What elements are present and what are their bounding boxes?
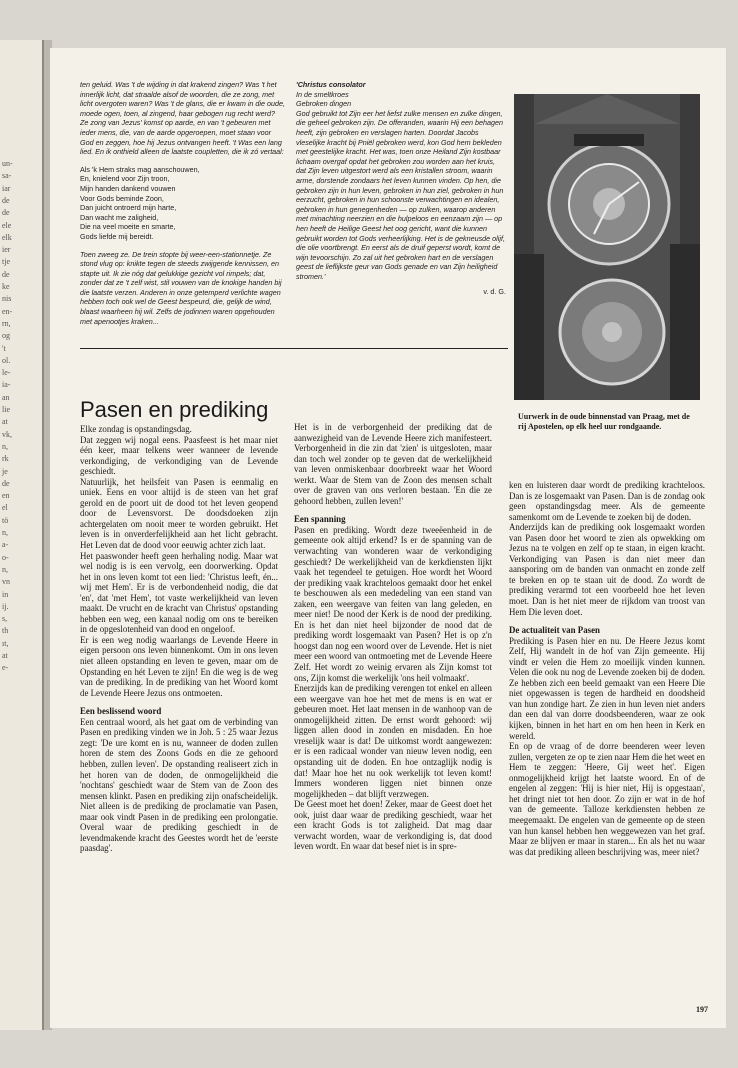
article-paragraph: Elke zondag is opstandingsdag. xyxy=(80,424,192,434)
margin-fragment: ia- xyxy=(2,380,11,390)
article-column-2 xyxy=(294,422,492,852)
poem-line: Dan wacht me zaligheid, xyxy=(80,212,159,222)
margin-fragment: je xyxy=(2,466,8,476)
top-middle-column xyxy=(296,80,506,297)
section-heading: Een spanning xyxy=(294,514,346,525)
top-left-column xyxy=(80,80,285,334)
poem-line: Die na veel moeite en smarte, xyxy=(80,222,176,232)
margin-fragment: tje xyxy=(2,257,10,267)
margin-fragment: ier xyxy=(2,245,11,255)
margin-fragment: de xyxy=(2,478,10,488)
poem-line: Mijn handen dankend vouwen xyxy=(80,183,176,193)
margin-fragment: vk, xyxy=(2,429,12,439)
margin-fragment: rn, xyxy=(2,318,11,328)
article-column-1 xyxy=(80,424,278,854)
article-paragraph: Natuurlijk, het heilsfeit van Pasen is eenmalig en uniek. Eens en voor altijd is de steen van het graf gerold en de poort uit de dood tot het leven geopend door de Levensvorst. De doodsdoeken zijn achtergelaten om nooit meer te worden gebruikt. Het leven is in onverderfelijkheid aan het licht gebracht. Het Leven dat de dood voor eeuwig achter zich laat. xyxy=(80,476,278,551)
margin-fragment: n, xyxy=(2,441,8,451)
section-heading: De actualiteit van Pasen xyxy=(509,625,600,636)
margin-fragment: rk xyxy=(2,454,9,464)
margin-fragment: an xyxy=(2,392,10,402)
margin-fragment: elk xyxy=(2,232,12,242)
article-paragraph: Prediking is Pasen hier en nu. De Heere Jezus komt Zelf, Hij wandelt in de hof van Zijn gemeente. Hij vindt er velen die Hem zo moeilijk vinden kunnen. Velen die ook nu nog de Levende zoeken bij de doden. Ze hebben zich een beeld gemaakt van een Heere Die niet opgewassen is tegen de hardheid en doodsheid van hun zondige hart. Ze zien in hun leven niet anders dan een dal van dorre doodsbeenderen, waar ze ook kijken, binnen in het hart en om hen heen in Kerk en wereld. xyxy=(509,635,705,741)
poem-line: Dan juicht ontroerd mijn harte, xyxy=(80,203,177,213)
article-paragraph: Er is een weg nodig waarlangs de Levende Heere in eigen persoon ons leven binnenkomt. Om in ons leven niet alleen opstanding en leven te geven, maar om de Opstanding en hét Leven te zijn! En die weg is de weg van de prediking. In de prediking van het Woord komt de Levende Heere Jezus ons ontmoeten. xyxy=(80,634,278,698)
margin-fragment: en xyxy=(2,491,10,501)
margin-fragment: n, xyxy=(2,564,8,574)
magazine-page xyxy=(50,48,726,1028)
margin-fragment: de xyxy=(2,195,10,205)
signature: v. d. G. xyxy=(483,287,506,297)
poem-line: Voor Gods beminde Zoon, xyxy=(80,193,164,203)
poem xyxy=(80,165,285,242)
article-paragraph: Anderzijds kan de prediking ook losgemaakt worden van Pasen door het woord te zien als opwekking om Jezus na te volgen en zelf op te staan, in eigen kracht. Verkondiging van Pasen is dan niet meer dan aansporing om de banden van onmacht en zonde zelf te breken en op te staan uit de dood. Zo wordt de prediking verarmd tot een voorbeeld hoe het leven moet. Dan is het niet meer de rijkdom van troost van Hem Die leven doet. xyxy=(509,522,705,617)
margin-fragment: th xyxy=(2,626,9,636)
margin-fragment: iar xyxy=(2,183,11,193)
article-paragraph: Het is in de verborgenheid der prediking dat de aanwezigheid van de Levende Heere zich manifesteert. Verborgenheid in die zin dat 'zien' is uitgesloten, maar dan toch wel zonder op te geven dat de werkelijkheid van leven onmiskenbaar doorbreekt waar het Woord werkt. Waar de Stem van de Zoon des mensen schalt over de graven van ons verloren bestaan. 'En die ze gehoord hebben, zullen leven!' xyxy=(294,422,492,506)
margin-fragment: o- xyxy=(2,552,9,562)
margin-fragment: de xyxy=(2,269,10,279)
margin-fragment: ol. xyxy=(2,355,11,365)
margin-fragment: 't xyxy=(2,343,6,353)
margin-fragment: ke xyxy=(2,282,10,291)
prague-clock-photo xyxy=(514,94,700,400)
margin-fragment: at xyxy=(2,651,8,660)
poem-line: Als 'k Hem straks mag aanschouwen, xyxy=(80,164,200,174)
margin-fragment: en- xyxy=(2,306,13,316)
divider-rule xyxy=(80,348,508,349)
article-paragraph: Enerzijds kan de prediking verengen tot enkel en alleen een weergave van hoe het met de mens is en wat er gebeuren moet. Het laat mensen in de wanhoop van de onmogelijkheid zitten. De ernst wordt gehoord: wij liggen allen dood in zonden en misdaden. En hoe vreselijk waar is dat! De uitkomst wordt aangewezen: er is een radicaal wonder van nieuw leven nodig, een opstanding uit de doden. En hoe ontzaglijk nodig is dat! Maar hoe het nu ook werkelijk tot leven komt! Immers wonderen liggen niet binnen onze mogelijkheden – dat blijft verzwegen. xyxy=(294,683,492,799)
margin-fragment: ele xyxy=(2,220,12,230)
page-number: 197 xyxy=(696,1005,708,1014)
article-headline: Pasen en prediking xyxy=(80,397,269,422)
article-column-3 xyxy=(509,480,705,857)
margin-fragment: at xyxy=(2,417,8,427)
margin-fragment: sa- xyxy=(2,171,12,181)
article-paragraph: De Geest moet het doen! Zeker, maar de Geest doet het ook, juist daar waar de prediking geschiedt, waar het een kracht Gods is tot zaligheid. Dat mag daar verwacht worden, waar de verkondiging is, dat dood leven wordt. En waar dat besef niet is in spre- xyxy=(294,799,492,852)
margin-fragment: ij. xyxy=(2,601,9,611)
article-paragraph: Dat zeggen wij nogal eens. Paasfeest is het maar niet één keer, maar telkens weer wanneer de levende verkondiging, de verkondiging van de Levende geschiedt. xyxy=(80,434,278,477)
story-paragraph-1: ten geluid. Was 't de wijding in dat krakend zingen? Was 't het innerlijk licht, dat straalde alsof de woorden, die ze zong, met licht overgoten waren? Was 't de glans, die er kwam in die oude, moede ogen, toen, al zingend, haar gebogen rug recht werd? Ze zong van Jezus' komst op aarde, en van 't gebeuren met ieder mens, die, van de aarde opgeroepen, moet staan voor God en zeggen, hoe hij Jezus ontvangen heeft. 't Was een lang lied. En ik onthield alleen de laatste coupletten, die ik zó vertaal: xyxy=(80,80,285,157)
margin-fragment: n, xyxy=(2,528,8,537)
article-paragraph: ken en luisteren daar wordt de prediking krachteloos. Dan is ze losgemaakt van Pasen. Dan is de zondag ook geen opstandingsdag meer. Als de gemeente samenkomt om de Levende te zoeken bij de doden. xyxy=(509,480,705,522)
quote-subtitle-2: Gebroken dingen xyxy=(296,99,352,109)
margin-fragment: un- xyxy=(2,159,13,168)
article-paragraph: En op de vraag of de dorre beenderen weer leven zullen, vergeten ze op te zien naar Hem die het weet en Hem te zeggen: 'Heere, Gij weet het'. Eigen onmogelijkheid krijgt het laatste woord. En of de engelen al zeggen: 'Hij is hier niet, Hij is opgestaan', het dringt niet tot hen door. Zo zijn er wat in de hof van de gemeente. Talloze kerkdiensten hebben ze meegemaakt. De engelen van de gemeente op de steen van hun kansel hebben hen weggewezen van het graf. Maar ze blijven er maar in staren... En als het nu waar was dat prediking alleen beschrijving was, meer niet? xyxy=(509,741,705,857)
photo-caption: Uurwerk in de oude binnenstad van Praag, met de rij Apostelen, op elk heel uur rondgaande. xyxy=(518,412,690,432)
article-paragraph: Pasen en prediking. Wordt deze tweeëenheid in de gemeente ook altijd erkend? Is er de spanning van de verwachting van wonderen waar de verkondiging geschiedt? De werkelijkheid van de kerkdiensten lijkt vaak het tegendeel te getuigen. Hoe wordt het Woord der prediking vaak krachteloos gemaakt door het enkel te beschouwen als een mededeling van een stand van zaken, een weergave van feiten van lang geleden, en meer niet! De nood der Kerk is de nood der prediking. En is het dan niet heel bijzonder de nood dat de prediking wordt losgemaakt van Pasen? Het is op z'n hoogst dan nog een woord over de Levende. Het is niet meer een woord van ontmoeting met de Levende Heere Zelf. Het wordt zo weinig ervaren als Zijn komst tot ons, Zijn komst die werkelijk 'ons heil volmaakt'. xyxy=(294,524,492,683)
margin-fragment: s, xyxy=(2,614,8,624)
margin-fragment: nis xyxy=(2,294,12,304)
section-heading: Een beslissend woord xyxy=(80,706,162,717)
previous-page-edge xyxy=(0,40,44,1030)
margin-fragment: ıt, xyxy=(2,638,9,648)
story-paragraph-2: Toen zweeg ze. De trein stopte bij weer-een-stationnetje. Ze stond vlug op: knikte tegen de steeds zwijgende kennissen, en stapte uit. Ik zie nóg dat gelukkige gezicht vol rimpels; dat, zonder dat ze 't zelf wist, stil vouwen van de knokige handen bij die laatste verzen. Anderen in onze getemperd verlichte wagen hebben toch ook wel de Geest bespeurd, die, gelijk de wind, blaast waarheen hij wil. Zelfs de jodinnen waren opgehouden met apenootjes kraken... xyxy=(80,249,282,326)
article-paragraph: Het paaswonder heeft geen herhaling nodig. Maar wat wel nodig is is een vervolg, een doorwerking. Opdat het in ons leven komt tot een lied: 'Christus leeft, én... wij met Hem'. Er is de verbondenheid nodig, die dat 'en', dat 'met Hem', tot vaste werkelijkheid van leven maakt. De vrucht en de kracht van Christus' opstanding hebben een weg, een kanaal nodig om ons te bereiken in de opgeslotenheid van dood en ongeloof. xyxy=(80,550,278,635)
margin-fragment: e- xyxy=(2,663,9,673)
margin-fragment: a- xyxy=(2,540,9,550)
poem-line: Gods liefde mij bereidt. xyxy=(80,231,154,241)
margin-fragment: el xyxy=(2,503,8,513)
margin-fragment: vn xyxy=(2,577,10,587)
margin-fragment: og xyxy=(2,331,10,341)
margin-fragment: lie xyxy=(2,405,10,414)
article-paragraph: Een centraal woord, als het gaat om de verbinding van Pasen en prediking vinden we in Joh. 5 : 25 waar Jezus zegt: 'De ure komt en is nu, wanneer de doden zullen horen de stem des Zoons Gods en die ze gehoord hebben, zullen leven'. De opstanding realiseert zich in het horen van de doden, de onmogelijkheid die 'nochtans' geschiedt waar de Stem van de Zoon des mensen klinkt. Pasen en prediking zijn onafscheidelijk. Niet alleen is de prediking de proclamatie van Pasen, maar ook vindt Pasen in de prediking een prolongatie. Overal waar de prediking geschiedt in de levendmakende kracht des Geestes wordt het de 'eerste paasdag'. xyxy=(80,716,278,854)
margin-fragment: de xyxy=(2,208,10,218)
quote-text: God gebruikt tot Zijn eer het liefst zulke mensen en zulke dingen, die geheel gebroken zijn. De offeranden, waarin Hij een behagen heeft, zijn gebroken en verslagen harten. Doordat Jacobs vleselijke kracht bij Pniël gebroken werd, kon God hem bekleden met geestelijke kracht. Het was, toen onze Heiland Zijn kostbaar lichaam overgaf opdat het gebroken zou worden aan het kruis, dat Zijn leven uitgestort werd als een kristallen stroom, waarin arme, dorstende zondaars het leven kunnen vinden. Op hen, die gebroken zijn in hun leven, gebroken in hun ziel, gebroken in hun eerzucht, gebroken in hun schoonste verwachtingen en idealen, gebroken in hun genegenheden — op zulken, waarop anderen met minachting neerzien en die hulpeloos en eenzaam zijn — op hen heeft de Heilige Geest het oog gericht, want die kunnen gebruikt worden tot Gods verheerlijking. Het is de gekneusde olijf, die olie voortbrengt. En eerst als de druif geperst wordt, komt de wijn tevoorschijn. Zo zal uit het gebroken hart en de verslagen geest de lieflijkste geur van Gods genade en van Zijn heiligheid stromen.' xyxy=(296,108,505,281)
margin-fragment: tö xyxy=(2,515,9,525)
quote-title: 'Christus consolator xyxy=(296,80,366,89)
margin-fragment: in xyxy=(2,589,9,599)
margin-fragment: le- xyxy=(2,368,11,378)
poem-line: En, knielend voor Zijn troon, xyxy=(80,174,170,184)
quote-subtitle-1: In de smeltkroes xyxy=(296,89,349,99)
